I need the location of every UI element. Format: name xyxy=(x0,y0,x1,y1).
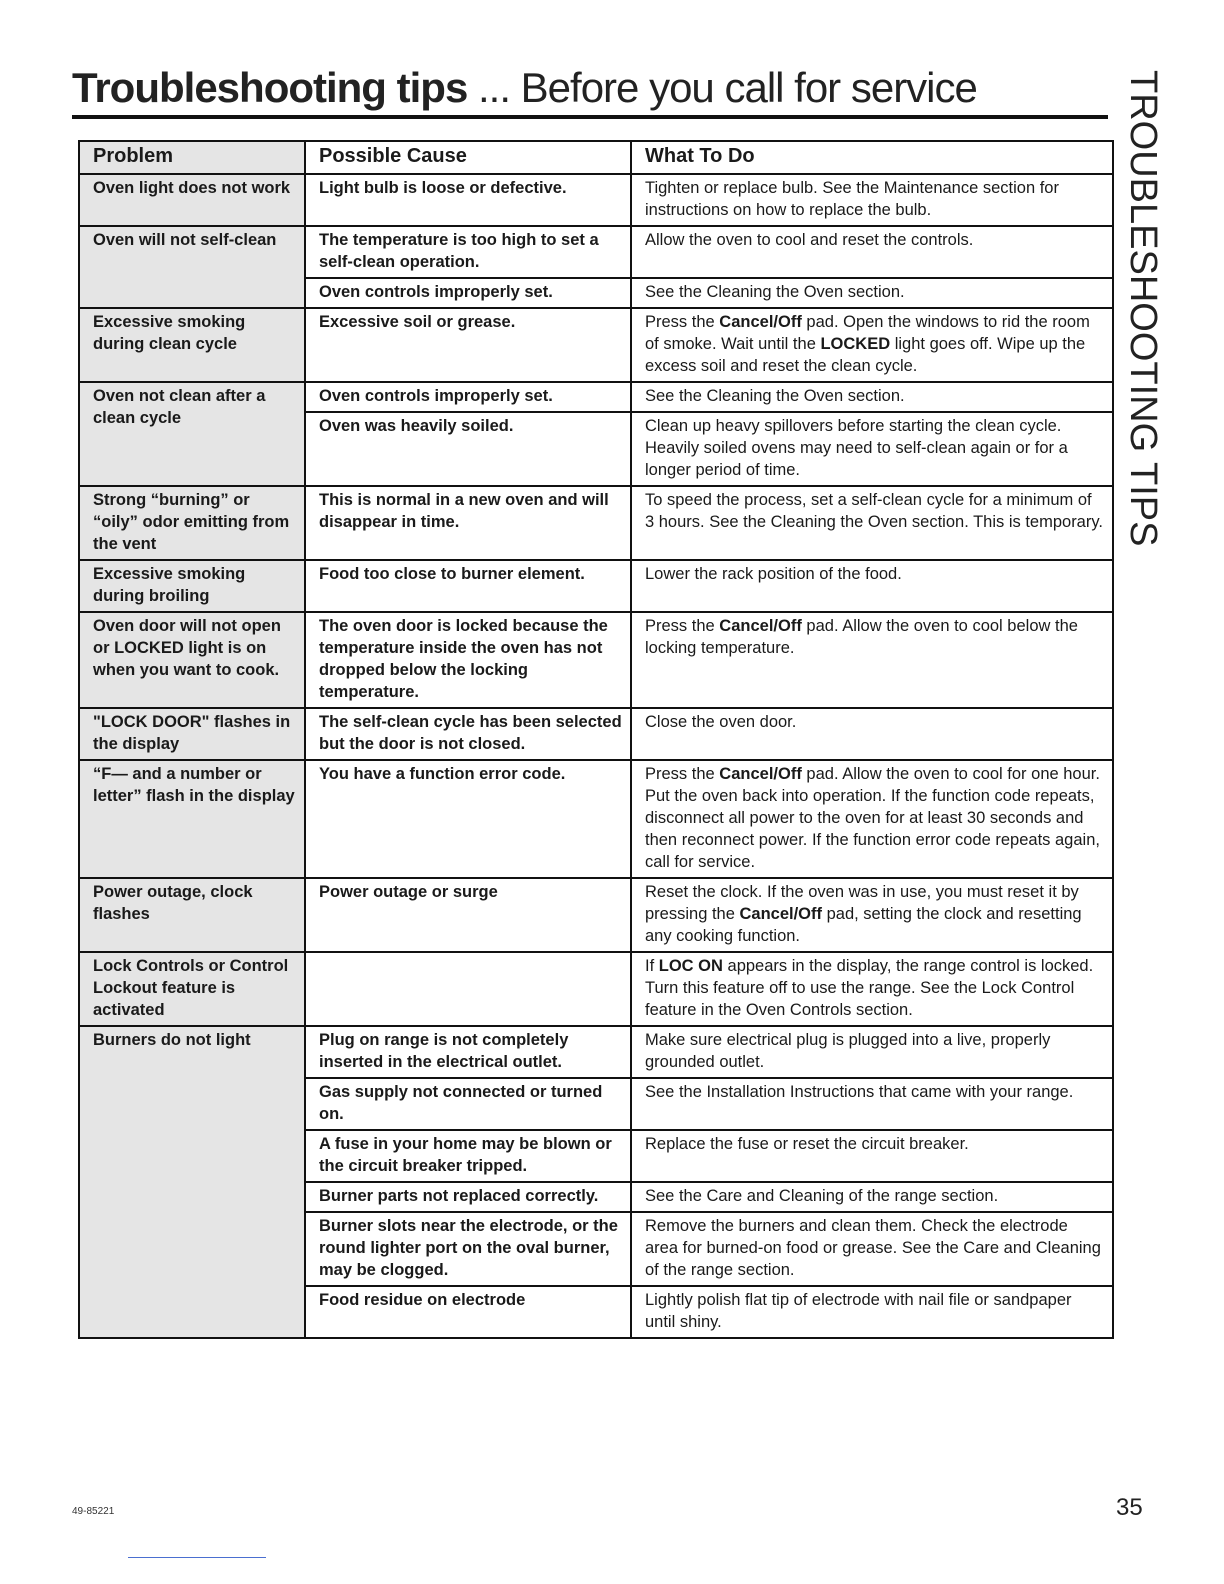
todo-cell: See the Cleaning the Oven section. xyxy=(631,278,1113,308)
table-row xyxy=(79,1026,1113,1078)
cause-cell: The temperature is too high to set a self-clean operation. xyxy=(305,226,631,278)
table-row xyxy=(79,560,1113,612)
cause-cell: This is normal in a new oven and will disappear in time. xyxy=(305,486,631,560)
table-row xyxy=(79,174,1113,226)
page-title-main: Troubleshooting tips xyxy=(72,64,468,111)
todo-cell: To speed the process, set a self-clean cycle for a minimum of 3 hours. See the Cleaning the Oven section. This is temporary. xyxy=(631,486,1113,560)
table-row xyxy=(79,382,1113,412)
table-row xyxy=(79,952,1113,1026)
todo-cell: Allow the oven to cool and reset the controls. xyxy=(631,226,1113,278)
cause-cell: Oven controls improperly set. xyxy=(305,278,631,308)
todo-cell: Reset the clock. If the oven was in use, you must reset it by pressing the Cancel/Off pad, setting the clock and resetting any cooking function. xyxy=(631,878,1113,952)
todo-cell: Clean up heavy spillovers before starting the clean cycle. Heavily soiled ovens may need to self-clean again or for a longer period of time. xyxy=(631,412,1113,486)
problem-cell: Excessive smoking during clean cycle xyxy=(79,308,305,382)
todo-cell: Lower the rack position of the food. xyxy=(631,560,1113,612)
document-code: 49-85221 xyxy=(72,1506,115,1517)
header-todo: What To Do xyxy=(631,141,1113,174)
page-title xyxy=(72,62,977,114)
cause-cell: Power outage or surge xyxy=(305,878,631,952)
problem-cell: Oven light does not work xyxy=(79,174,305,226)
cause-cell: The oven door is locked because the temperature inside the oven has not dropped below the locking temperature. xyxy=(305,612,631,708)
table-header-row xyxy=(79,141,1113,174)
cause-cell: The self-clean cycle has been selected but the door is not closed. xyxy=(305,708,631,760)
cause-cell: You have a function error code. xyxy=(305,760,631,878)
header-problem: Problem xyxy=(79,141,305,174)
table-row xyxy=(79,760,1113,878)
problem-cell: Power outage, clock flashes xyxy=(79,878,305,952)
problem-cell: Lock Controls or Control Lockout feature is activated xyxy=(79,952,305,1026)
cause-cell: Oven controls improperly set. xyxy=(305,382,631,412)
table-row xyxy=(79,612,1113,708)
cause-cell: Burner slots near the electrode, or the round lighter port on the oval burner, may be clogged. xyxy=(305,1212,631,1286)
cause-cell: Oven was heavily soiled. xyxy=(305,412,631,486)
todo-cell: See the Care and Cleaning of the range section. xyxy=(631,1182,1113,1212)
table-row xyxy=(79,708,1113,760)
problem-cell: Oven will not self-clean xyxy=(79,226,305,308)
todo-cell: If LOC ON appears in the display, the range control is locked. Turn this feature off to use the range. See the Lock Control feature in the Oven Controls section. xyxy=(631,952,1113,1026)
table-row xyxy=(79,486,1113,560)
side-tab xyxy=(1118,70,1168,547)
page-title-sub: ... Before you call for service xyxy=(477,64,977,111)
problem-cell: Strong “burning” or “oily” odor emitting from the vent xyxy=(79,486,305,560)
todo-cell: Press the Cancel/Off pad. Allow the oven to cool for one hour. Put the oven back into operation. If the function code repeats, disconnect all power to the oven for at least 30 seconds and then reconnect power. If the function error code repeats again, call for service. xyxy=(631,760,1113,878)
todo-cell: Replace the fuse or reset the circuit breaker. xyxy=(631,1130,1113,1182)
todo-cell: See the Cleaning the Oven section. xyxy=(631,382,1113,412)
todo-cell: Lightly polish flat tip of electrode with nail file or sandpaper until shiny. xyxy=(631,1286,1113,1338)
problem-cell: Oven not clean after a clean cycle xyxy=(79,382,305,486)
troubleshooting-table xyxy=(78,140,1114,1339)
cause-cell: Gas supply not connected or turned on. xyxy=(305,1078,631,1130)
problem-cell: Excessive smoking during broiling xyxy=(79,560,305,612)
todo-cell: See the Installation Instructions that came with your range. xyxy=(631,1078,1113,1130)
cause-cell: Food too close to burner element. xyxy=(305,560,631,612)
cause-cell: Food residue on electrode xyxy=(305,1286,631,1338)
cause-cell: Light bulb is loose or defective. xyxy=(305,174,631,226)
cause-cell: Burner parts not replaced correctly. xyxy=(305,1182,631,1212)
problem-cell: "LOCK DOOR" flashes in the display xyxy=(79,708,305,760)
cause-cell xyxy=(305,952,631,1026)
todo-cell: Remove the burners and clean them. Check the electrode area for burned-on food or grease. See the Care and Cleaning of the range section. xyxy=(631,1212,1113,1286)
table-row xyxy=(79,308,1113,382)
title-divider xyxy=(72,115,1108,119)
header-cause: Possible Cause xyxy=(305,141,631,174)
cause-cell: Plug on range is not completely inserted in the electrical outlet. xyxy=(305,1026,631,1078)
problem-cell: Oven door will not open or LOCKED light is on when you want to cook. xyxy=(79,612,305,708)
page-number: 35 xyxy=(1116,1494,1143,1521)
problem-cell: Burners do not light xyxy=(79,1026,305,1338)
todo-cell: Close the oven door. xyxy=(631,708,1113,760)
todo-cell: Make sure electrical plug is plugged into a live, properly grounded outlet. xyxy=(631,1026,1113,1078)
table-row xyxy=(79,878,1113,952)
problem-cell: “F— and a number or letter” flash in the display xyxy=(79,760,305,878)
todo-cell: Tighten or replace bulb. See the Maintenance section for instructions on how to replace the bulb. xyxy=(631,174,1113,226)
side-tab-label: TROUBLESHOOTING TIPS xyxy=(1122,70,1164,547)
cause-cell: Excessive soil or grease. xyxy=(305,308,631,382)
todo-cell: Press the Cancel/Off pad. Allow the oven to cool below the locking temperature. xyxy=(631,612,1113,708)
footer-underline xyxy=(128,1557,266,1558)
table-row xyxy=(79,226,1113,278)
cause-cell: A fuse in your home may be blown or the circuit breaker tripped. xyxy=(305,1130,631,1182)
todo-cell: Press the Cancel/Off pad. Open the windows to rid the room of smoke. Wait until the LOCKED light goes off. Wipe up the excess soil and reset the clean cycle. xyxy=(631,308,1113,382)
